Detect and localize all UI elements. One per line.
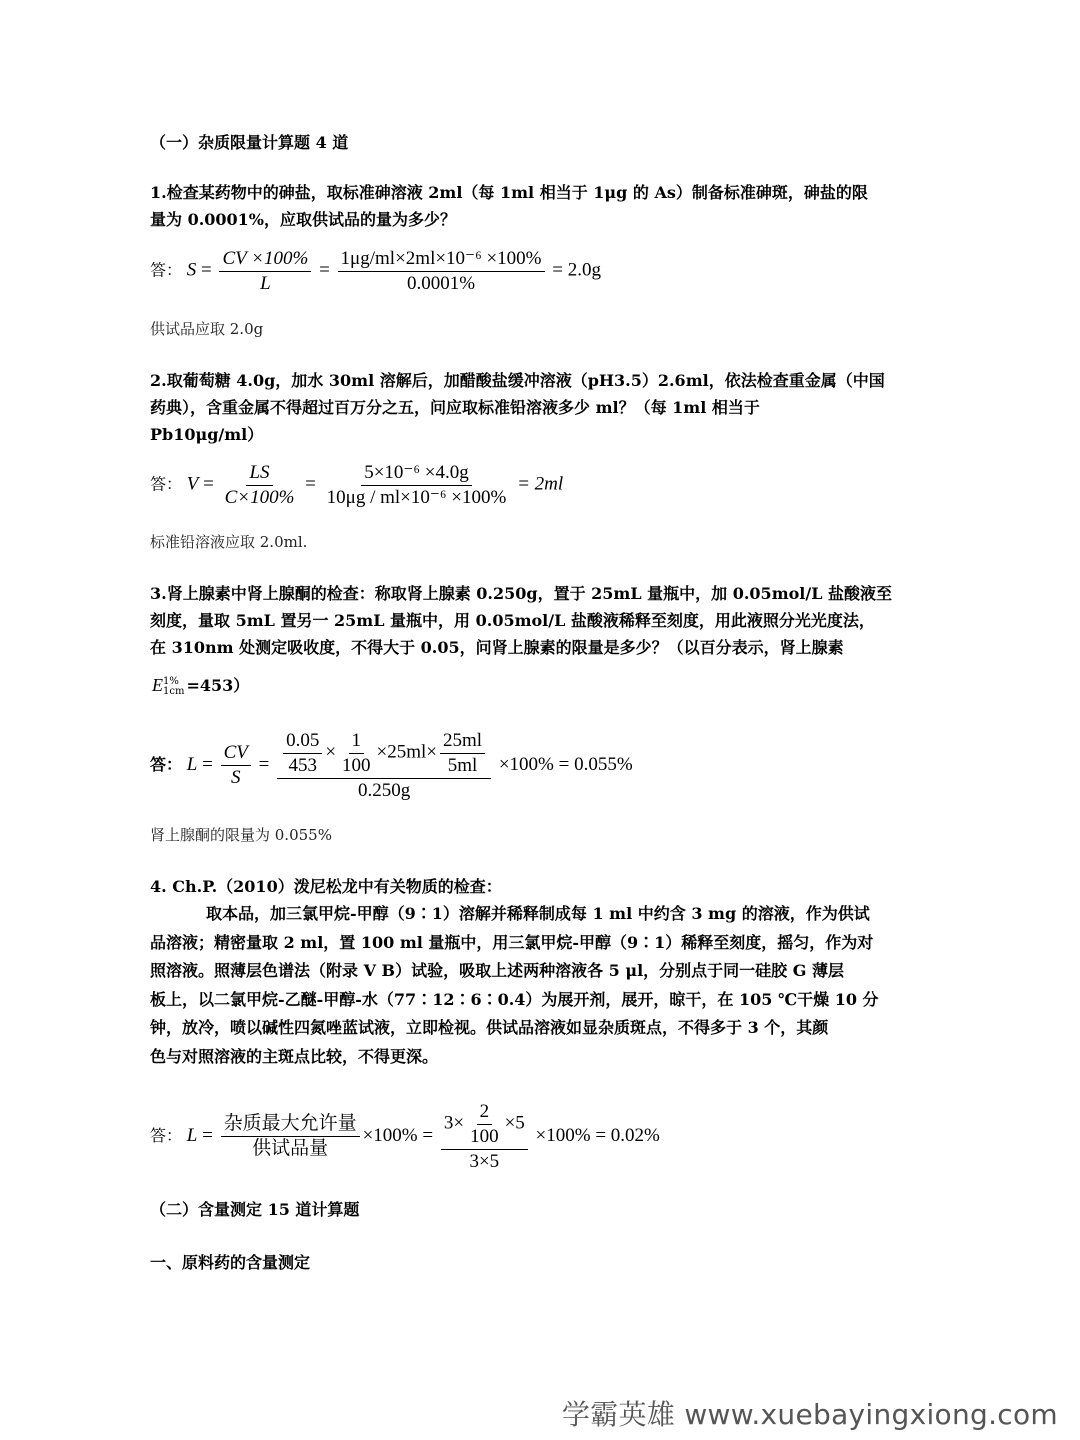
coefficient-symbol: E (152, 675, 163, 695)
fraction-denominator: 3×5 (469, 1150, 500, 1172)
answer-label: 答： (150, 1128, 183, 1146)
question-2-line: 药典），含重金属不得超过百万分之五，问应取标准铅溶液多少 ml？（每 1ml 相当于 (150, 398, 760, 417)
fraction (339, 730, 374, 777)
question-2-text (150, 367, 885, 448)
fraction-denominator: 5ml (447, 754, 478, 776)
fraction-denominator: 供试品量 (252, 1138, 329, 1160)
fraction (440, 730, 485, 777)
fraction (338, 248, 545, 295)
fraction-numerator: 0.05 (283, 730, 322, 754)
question-3-line: 3.肾上腺素中肾上腺酮的检查：称取肾上腺素 0.250g，置于 25mL 量瓶中，加 0.05mol/L 盐酸液至 (150, 584, 893, 603)
fraction-numerator: CV ×100% (222, 248, 309, 269)
eq-symbol: V (186, 473, 199, 495)
fraction-denominator: 453 (288, 754, 317, 776)
eq-part: ×5 (504, 1112, 525, 1134)
coefficient-subscript: 1cm (163, 685, 185, 697)
fraction-denominator: 0.250g (357, 779, 411, 801)
eq-middle: ×25ml× (376, 741, 438, 763)
fraction-numerator: LS (249, 462, 270, 483)
question-3-text (150, 580, 892, 661)
eq-result: = 2ml (517, 473, 564, 495)
paragraph-line: 色与对照溶液的主斑点比较，不得更深。 (150, 1046, 439, 1066)
compound-fraction: $\frac{0.05}{453}$ × $\frac{1}{100}$ ×25ml× $\frac{25ml}{5ml}$ 0.250g (277, 730, 491, 802)
question-4-title: 4. Ch.P.（2010）泼尼松龙中有关物质的检查： (150, 877, 502, 896)
coefficient-value: =453） (186, 676, 250, 695)
question-3-equation: 答： L = $\frac{CV}{S}$ = $\frac{0.05}{453}$ × $\frac{1}{100}$ ×25ml× $\frac{25ml}{5ml}$ 0.250g ×100% = 0.055% (150, 730, 633, 801)
section-title-impurity: （一）杂质限量计算题 4 道 (150, 133, 349, 152)
question-2-equation: 答： V = $\frac{LS}{C\times 100\%}$ = $\frac{\text{5×10⁻⁶ ×4.0g}}{\text{10μg / ml×10⁻⁶ ×100\%}}$ = 2ml (150, 462, 564, 508)
fraction (324, 462, 510, 509)
answer-label: 答： (150, 476, 183, 494)
fraction-denominator: 100 (342, 754, 371, 776)
eq-symbol: L (186, 754, 198, 776)
eq-result: ×100% = 0.02% (535, 1125, 660, 1147)
fraction-numerator: 杂质最大允许量 (221, 1113, 360, 1137)
fraction-denominator: L (260, 272, 271, 294)
question-4-equation: 答： L = $\frac{\text{杂质最大允许量}}{\text{供试品量}}$ ×100% = 3× $\frac{2}{100}$ ×5 3×5 ×100% = 0.02% (150, 1101, 660, 1172)
question-2-line: Pb10μg/ml） (150, 425, 264, 444)
question-3-line: 刻度，量取 5mL 置另一 25mL 量瓶中，用 0.05mol/L 盐酸液稀释至刻度，用此液照分光光度法， (150, 611, 875, 630)
coefficient-superscript: 1% (163, 675, 179, 687)
paragraph-line: 品溶液；精密量取 2 ml，置 100 ml 量瓶中，用三氯甲烷-甲醇（9∶1）稀释至刻度，摇匀，作为对 (150, 932, 874, 952)
paragraph-line: 板上，以二氯甲烷-乙醚-甲醇-水（77∶12∶6∶0.4）为展开剂，展开，晾干，在 105 ℃干燥 10 分 (150, 989, 879, 1009)
eq-symbol: L (186, 1125, 198, 1147)
fraction (467, 1101, 502, 1148)
fraction-numerator: 5×10⁻⁶ ×4.0g (361, 462, 472, 486)
answer-label: 答： (150, 757, 183, 775)
question-1-conclusion: 供试品应取 2.0g (150, 320, 264, 338)
subsection-title-raw-material: 一、原料药的含量测定 (150, 1253, 311, 1272)
eq-result: ×100% = 0.055% (498, 754, 633, 776)
eq-part: 3× (443, 1112, 465, 1134)
fraction-numerator: 1 (349, 730, 365, 754)
footer-watermark: 学霸英雄 www.xuebayingxiong.com (561, 1398, 1058, 1431)
fraction (221, 742, 251, 789)
eq-middle: ×100% = (362, 1125, 434, 1147)
paragraph-line: 照溶液。照薄层色谱法（附录 V B）试验，吸取上述两种溶液各 5 μl，分别点于同一硅胶 G 薄层 (150, 961, 844, 980)
fraction (222, 462, 298, 509)
question-1-equation: 答： S = $\frac{CV \times 100\%}{L}$ = $\frac{\text{1μg/ml×2ml×10⁻⁶ ×100\%}}{0.0001\%}$ = 2.0g (150, 248, 601, 294)
fraction (221, 1113, 360, 1160)
absorbance-coefficient (152, 672, 249, 699)
fraction-denominator: 0.0001% (406, 272, 476, 294)
paragraph-line: 取本品，加三氯甲烷-甲醇（9∶1）溶解并稀释制成每 1 ml 中约含 3 mg 的溶液，作为供试 (206, 904, 870, 923)
fraction (219, 248, 311, 295)
fraction-denominator: 10μg / ml×10⁻⁶ ×100% (326, 486, 507, 508)
fraction-numerator: CV (223, 742, 248, 764)
fraction-denominator: S (230, 767, 241, 789)
fraction-numerator: 2 (477, 1101, 493, 1125)
fraction (283, 730, 322, 777)
fraction-numerator: 1μg/ml×2ml×10⁻⁶ ×100% (338, 248, 545, 272)
eq-symbol: S (186, 259, 197, 281)
question-3-conclusion: 肾上腺酮的限量为 0.055% (150, 826, 332, 844)
question-4-paragraph (150, 900, 879, 1071)
compound-fraction (441, 1101, 528, 1173)
question-1-line: 量为 0.0001%，应取供试品的量为多少？ (150, 210, 457, 229)
question-2-line: 2.取葡萄糖 4.0g，加水 30ml 溶解后，加醋酸盐缓冲溶液（pH3.5）2.6ml，依法检查重金属（中国 (150, 371, 885, 390)
fraction-denominator: 100 (470, 1125, 499, 1147)
question-2-conclusion: 标准铅溶液应取 2.0ml. (150, 533, 308, 551)
question-3-line: 在 310nm 处测定吸收度，不得大于 0.05，问肾上腺素的限量是多少？（以百分表示，肾上腺素 (150, 638, 844, 657)
section-title-assay: （二）含量测定 15 道计算题 (150, 1200, 360, 1219)
answer-label: 答： (150, 262, 183, 280)
paragraph-line: 钟，放冷，喷以碱性四氮唑蓝试液，立即检视。供试品溶液如显杂质斑点，不得多于 3 个，其颜 (150, 1018, 829, 1037)
eq-result: = 2.0g (552, 259, 601, 281)
fraction-denominator: C×100% (224, 486, 295, 508)
question-1-line: 1.检查某药物中的砷盐，取标准砷溶液 2ml（每 1ml 相当于 1μg 的 As）制备标准砷斑，砷盐的限 (150, 183, 868, 202)
fraction-numerator: 25ml (440, 730, 485, 754)
question-1-text (150, 179, 868, 233)
